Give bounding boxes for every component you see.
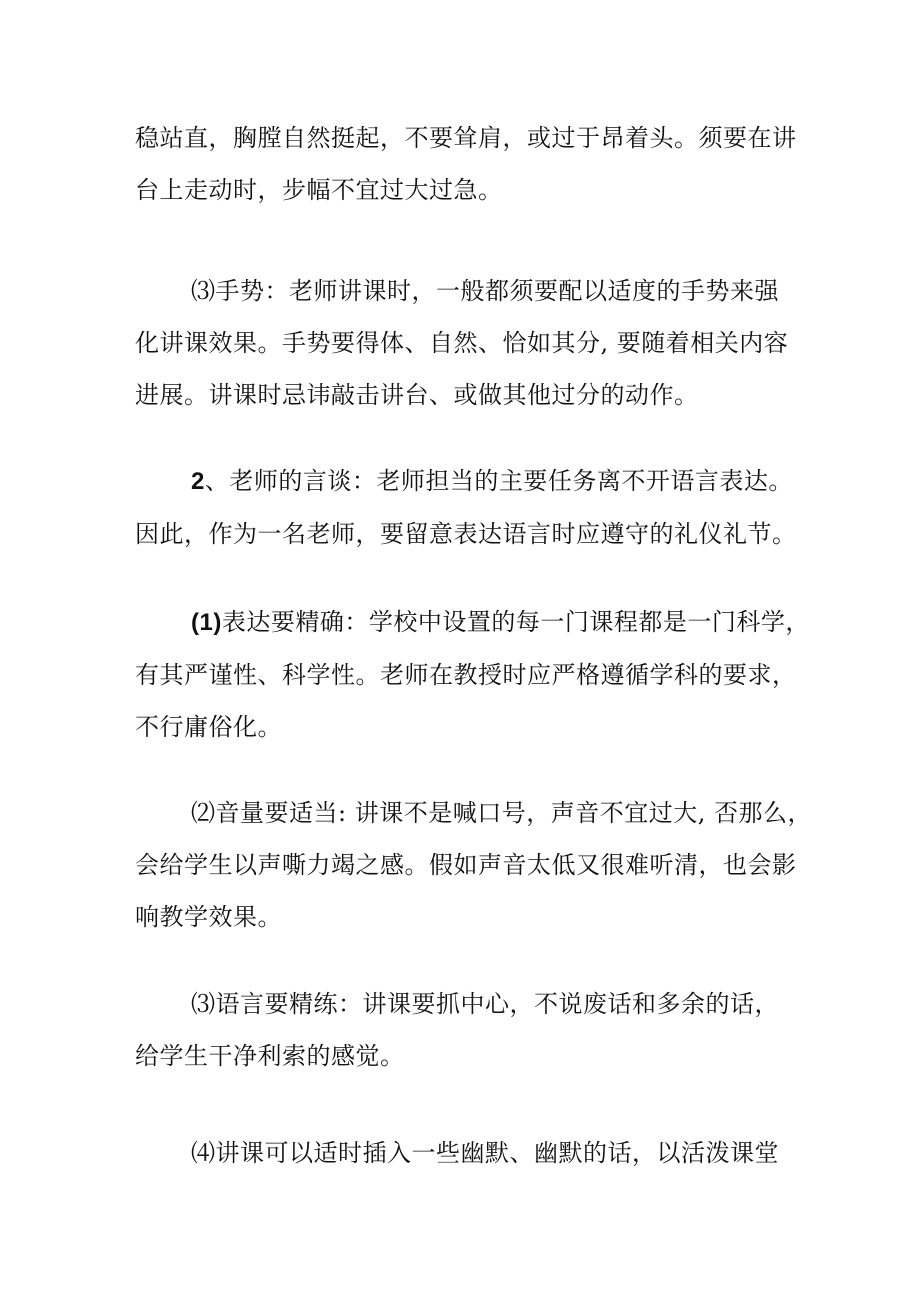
text-line: 稳站直，胸膛自然挺起，不要耸肩，或过于昂着头。须要在讲 xyxy=(135,124,797,152)
text-line: ⑵音量要适当: 讲课不是喊口号，声音不宜过大, 否那么， xyxy=(191,799,812,827)
text-line: 化讲课效果。手势要得体、自然、恰如其分, 要随着相关内容 xyxy=(135,329,789,357)
text-line: 有其严谨性、科学性。老师在教授时应严格遵循学科的要求， xyxy=(135,661,797,689)
text-line-body: 表达要精确：学校中设置的每一门课程都是一门科学， xyxy=(221,608,810,636)
paragraph-teacher-speech xyxy=(135,455,800,560)
text-line: 台上走动时，步幅不宜过大过急。 xyxy=(135,176,503,204)
paragraph-posture-continued xyxy=(135,112,800,216)
text-line: 给学生干净利索的感觉。 xyxy=(135,1042,405,1070)
item-number: (1) xyxy=(191,609,222,636)
paragraph-volume xyxy=(135,787,812,943)
paragraph-gestures xyxy=(135,265,800,421)
text-line: 响教学效果。 xyxy=(135,903,282,931)
text-line: 因此，作为一名老师，要留意表达语言时应遵守的礼仪礼节。 xyxy=(135,520,797,548)
text-line-body: 、老师的言谈：老师担当的主要任务离不开语言表达。 xyxy=(204,467,793,495)
text-line xyxy=(135,596,810,649)
paragraph-concise xyxy=(135,978,800,1082)
section-number: 2 xyxy=(191,468,205,495)
text-line: ⑶手势：老师讲课时，一般都须要配以适度的手势来强 xyxy=(191,277,779,305)
text-line: ⑶语言要精练：讲课要抓中心，不说废话和多余的话， xyxy=(191,990,779,1018)
text-line: ⑷讲课可以适时插入一些幽默、幽默的话，以活泼课堂 xyxy=(191,1139,779,1167)
text-line: 进展。讲课时忌讳敲击讲台、或做其他过分的动作。 xyxy=(135,381,699,409)
text-line xyxy=(135,455,800,508)
text-line: 不行庸俗化。 xyxy=(135,713,282,741)
paragraph-accuracy xyxy=(135,596,810,753)
paragraph-humor xyxy=(135,1127,800,1179)
text-line: 会给学生以声嘶力竭之感。假如声音太低又很难听清，也会影 xyxy=(135,851,797,879)
